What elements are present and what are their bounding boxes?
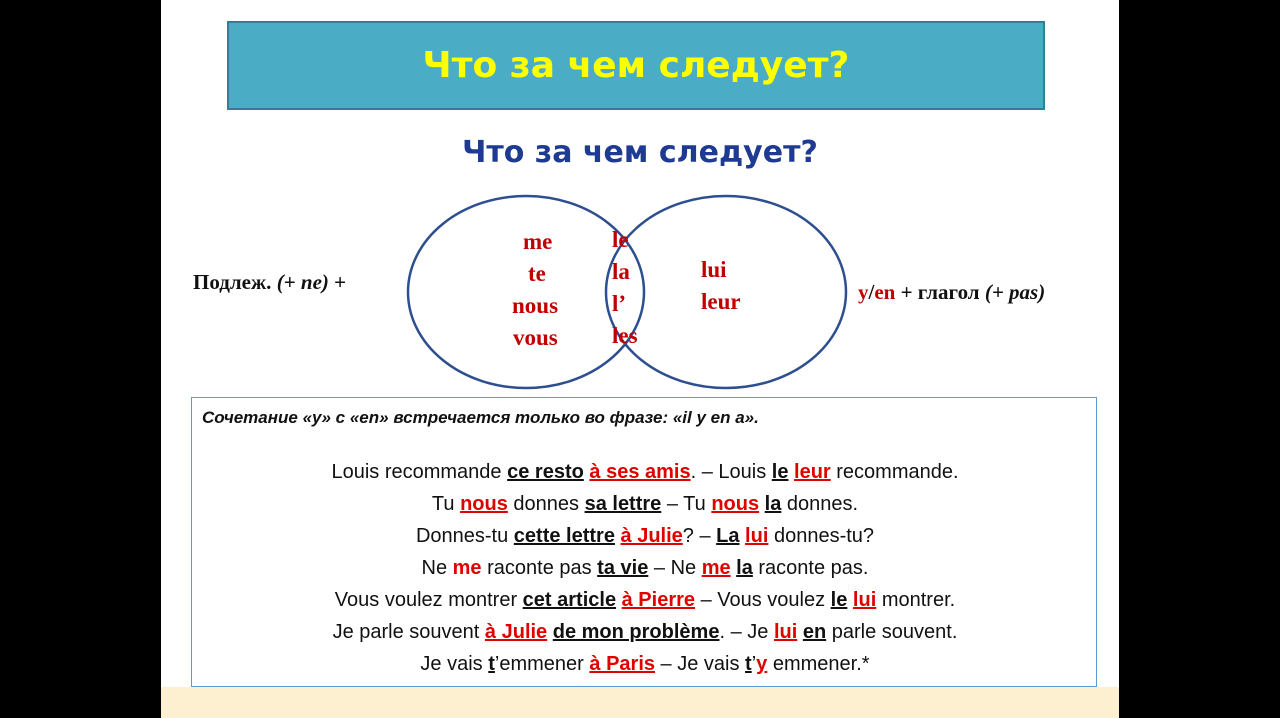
- underlined-term: ce resto: [507, 461, 584, 483]
- venn-left-circle: [408, 196, 644, 388]
- note-text: Сочетание «y» с «en» встречается только во фразе: «il y en a».: [202, 408, 759, 427]
- example-text: donnes-tu?: [768, 525, 875, 547]
- underlined-term: le: [771, 461, 789, 483]
- underlined-term: à ses amis: [589, 461, 691, 483]
- example-text: Donnes-tu: [415, 525, 514, 547]
- underlined-term: t: [488, 653, 495, 675]
- venn-word: la: [612, 259, 630, 284]
- example-text: raconte pas.: [752, 557, 869, 579]
- underlined-term: à Julie: [620, 525, 683, 547]
- underlined-term: lui: [745, 525, 769, 547]
- underlined-term: lui: [773, 621, 798, 643]
- underlined-term: la: [764, 493, 782, 515]
- venn-word: le: [612, 227, 629, 252]
- example-text: ? –: [682, 525, 717, 547]
- underlined-term: cet article: [522, 589, 617, 611]
- example-text: – Ne: [648, 557, 702, 579]
- example-text: Ne: [421, 557, 453, 579]
- bottom-strip: [161, 687, 1119, 718]
- underlined-term: ta vie: [597, 557, 649, 579]
- example-text: – Vous voulez: [695, 589, 831, 611]
- underlined-term: me: [701, 557, 731, 579]
- example-text: – Je vais: [655, 653, 746, 675]
- verb-text: + глагол: [900, 280, 980, 304]
- example-text: . – Louis: [690, 461, 772, 483]
- underlined-term: nous: [711, 493, 760, 515]
- example-text: emmener.*: [767, 653, 870, 675]
- underlined-term: à Paris: [589, 653, 655, 675]
- underlined-term: sa lettre: [584, 493, 662, 515]
- underlined-term: nous: [460, 493, 508, 515]
- underlined-term: le: [830, 589, 848, 611]
- underlined-term: la: [736, 557, 753, 579]
- example-line: [192, 648, 1098, 680]
- y-text: y: [858, 280, 869, 304]
- example-text: Louis recommande: [331, 461, 508, 483]
- plus-text: +: [334, 270, 347, 294]
- underlined-term: à Pierre: [621, 589, 696, 611]
- underlined-term: t: [745, 653, 752, 675]
- pas-text: (+ pas): [984, 280, 1046, 304]
- venn-word: te: [528, 261, 546, 286]
- example-text: parle souvent.: [826, 621, 958, 643]
- example-text: montrer.: [876, 589, 956, 611]
- venn-word: lui: [701, 257, 727, 282]
- venn-word: leur: [701, 289, 741, 314]
- underlined-term: à Julie: [484, 621, 548, 643]
- example-text: donnes: [507, 493, 585, 515]
- slash-text: /: [868, 280, 875, 304]
- example-text: Tu: [431, 493, 461, 515]
- subject-text: Подлеж.: [193, 270, 272, 294]
- example-text: Je vais: [420, 653, 489, 675]
- venn-word: les: [612, 323, 638, 348]
- example-text: Vous voulez montrer: [334, 589, 523, 611]
- example-text: me: [452, 557, 482, 579]
- example-text: ’emmener: [494, 653, 590, 675]
- ne-text: (+ ne): [276, 270, 329, 294]
- verb-label: [858, 280, 1045, 305]
- example-text: – Tu: [661, 493, 712, 515]
- subject-label: [193, 270, 346, 295]
- venn-word: l’: [612, 291, 627, 316]
- example-line: [192, 488, 1098, 520]
- example-text: ’: [751, 653, 757, 675]
- slide: [161, 0, 1119, 718]
- example-text: donnes.: [781, 493, 859, 515]
- underlined-term: La: [716, 525, 740, 547]
- examples-box: [191, 397, 1097, 687]
- underlined-term: de mon problème: [552, 621, 720, 643]
- example-line: [192, 520, 1098, 552]
- venn-diagram: [161, 0, 1119, 400]
- venn-word: nous: [512, 293, 559, 318]
- underlined-term: cette lettre: [513, 525, 615, 547]
- example-text: Je parle souvent: [332, 621, 485, 643]
- venn-word: vous: [513, 325, 558, 350]
- example-line: [192, 552, 1098, 584]
- slide-title: Что за чем следует?: [422, 45, 850, 86]
- underlined-term: lui: [852, 589, 877, 611]
- en-text: en: [874, 280, 896, 304]
- venn-word: me: [523, 229, 553, 254]
- underlined-term: y: [756, 653, 768, 675]
- example-line: [192, 584, 1098, 616]
- example-line: [192, 616, 1098, 648]
- examples-list: [192, 456, 1098, 680]
- example-text: recommande.: [830, 461, 959, 483]
- underlined-term: en: [802, 621, 827, 643]
- example-text: raconte pas: [481, 557, 598, 579]
- subtitle: Что за чем следует?: [462, 135, 818, 170]
- example-line: [192, 456, 1098, 488]
- underlined-term: leur: [794, 461, 831, 483]
- example-text: . – Je: [719, 621, 774, 643]
